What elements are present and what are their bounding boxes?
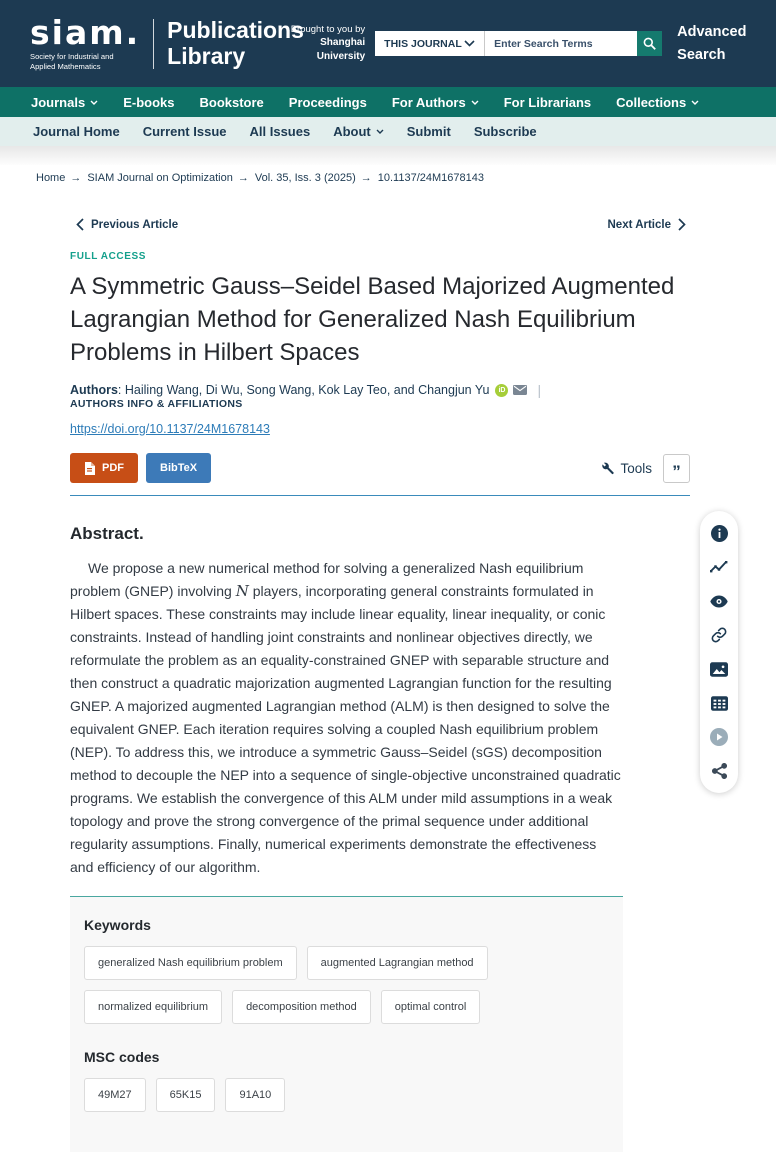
msc-code-pill[interactable]: 91A10 [225,1078,285,1112]
msc-code-pill[interactable]: 65K15 [156,1078,216,1112]
brought-to-you-by: Brought to you by Shanghai University [290,23,366,62]
msc-code-pill[interactable]: 49M27 [84,1078,146,1112]
primary-nav-item[interactable]: E-books [123,94,175,110]
access-badge: FULL ACCESS [70,251,147,262]
primary-nav [0,87,776,117]
journal-nav-item[interactable]: All Issues [249,124,311,139]
primary-nav-item[interactable]: Collections [616,95,699,110]
tables-icon[interactable] [710,694,728,712]
share-icon[interactable] [710,762,728,780]
wrench-icon [600,461,615,476]
breadcrumb-item[interactable]: Vol. 35, Iss. 3 (2025) [254,172,356,184]
figures-icon[interactable] [710,660,728,678]
abstract-text: We propose a new numerical method for solving a generalized Nash equilibrium problem (GNEP) involving N players, incorporating general constraints formulated in Hilbert spaces. These constraints may include linear equality, linear inequality, or conic constraints. Instead of handling joint constraints and nonlinear objectives directly, we reformulate the problem as an equality-constrained GNEP with separable structure and then construct a quadratic majorization augmented Lagrangian function for the resulting GNEP. A majorized augmented Lagrangian method (ALM) is then designed to solve the equivalent GNEP. Each iteration requires solving a coupled Nash equilibrium problem (NEP). To address this, we introduce a symmetric Gauss–Seidel (sGS) decomposition method to decouple the NEP into a sequence of single-objective unconstrained quadratic programs. We establish the convergence of this ALM under mild assumptions in a weak topology and prove the strong convergence of the primal sequence under additional regularity assumptions. Finally, numerical experiments demonstrate the effectiveness and efficiency of our algorithm. [70,560,621,875]
chevron-down-icon [471,100,479,105]
journal-nav-item[interactable]: Subscribe [473,124,537,139]
site-header [0,0,776,87]
next-article-link[interactable]: Next Article [608,218,687,231]
search-bar [375,31,662,56]
email-icon[interactable] [513,385,527,395]
math-variable: N [235,582,249,600]
journal-nav-item[interactable]: About [333,124,384,139]
chevron-down-icon [464,40,475,47]
primary-nav-item[interactable]: Proceedings [288,94,367,110]
authors-info-link[interactable]: AUTHORS INFO & AFFILIATIONS [70,398,243,410]
journal-nav-item[interactable]: Journal Home [33,124,120,139]
msc-section [84,1049,609,1112]
breadcrumb-item[interactable]: 10.1137/24M1678143 [377,172,484,184]
keywords-heading: Keywords [84,917,151,933]
pdf-file-icon [84,462,95,475]
article-content [70,251,690,1152]
breadcrumb-separator-icon: → [237,172,249,184]
author-names: Hailing Wang, Di Wu, Song Wang, Kok Lay Teo, and Changjun Yu [124,383,490,397]
media-icon[interactable] [710,728,728,746]
siam-logo[interactable] [30,13,141,71]
header-shadow-band [0,146,776,165]
logo-divider [153,19,154,69]
search-input[interactable] [485,31,637,56]
action-button-row [70,453,690,483]
floating-side-toolbar [700,511,738,793]
authors-label: Authors [70,383,118,397]
search-icon [643,37,656,50]
journal-nav-item[interactable]: Current Issue [142,124,227,139]
keyword-pill[interactable]: optimal control [381,990,481,1024]
search-scope-label: THIS JOURNAL [384,37,462,50]
journal-nav [0,117,776,146]
link-icon[interactable] [710,626,728,644]
primary-nav-item[interactable]: Bookstore [199,94,264,110]
breadcrumb-item[interactable]: SIAM Journal on Optimization [87,172,233,184]
bibtex-button[interactable]: BibTeX [146,453,211,483]
breadcrumb-separator-icon: → [360,172,372,184]
orcid-icon[interactable]: iD [495,384,508,397]
cite-button[interactable]: ” [663,454,690,483]
breadcrumb [36,172,776,184]
section-divider [70,495,690,496]
search-button[interactable] [637,31,662,56]
keyword-pill[interactable]: normalized equilibrium [84,990,222,1024]
authors-divider: | [537,382,542,398]
primary-nav-item[interactable]: For Librarians [503,94,592,110]
chevron-left-icon [76,218,84,231]
keywords-panel [70,897,623,1152]
keyword-pill[interactable]: decomposition method [232,990,371,1024]
keyword-pill[interactable]: augmented Lagrangian method [307,946,488,980]
keywords-list [84,946,609,1024]
search-scope-dropdown[interactable] [375,31,485,56]
doi-link[interactable]: https://doi.org/10.1137/24M1678143 [70,422,270,436]
chevron-right-icon [678,218,686,231]
previous-article-link[interactable]: Previous Article [76,218,178,231]
preview-icon[interactable] [710,592,728,610]
tools-button[interactable]: Tools [600,461,652,476]
primary-nav-item[interactable]: Journals [31,95,98,110]
siam-logo-word: siam. [30,13,141,53]
breadcrumb-separator-icon: → [70,172,82,184]
pdf-button[interactable]: PDF [70,453,138,483]
authors-row: Authors : Hailing Wang, Di Wu, Song Wang, Kok Lay Teo, and Changjun Yu iD | AUTHORS INFO & AFFILIATIONS [70,382,542,410]
metrics-icon[interactable] [710,558,728,576]
journal-nav-item[interactable]: Submit [406,124,451,139]
publications-library-logo[interactable]: Publications Library [167,17,304,69]
breadcrumb-item[interactable]: Home [36,172,66,184]
article-pager [76,218,686,231]
advanced-search-link[interactable]: Advanced Search [677,24,747,63]
info-icon[interactable] [710,524,728,542]
msc-list [84,1078,609,1112]
keyword-pill[interactable]: generalized Nash equilibrium problem [84,946,297,980]
article-title: A Symmetric Gauss–Seidel Based Majorized Augmented Lagrangian Method for Generalized Nash Equilibrium Problems in Hilbert Spaces [70,273,675,366]
chevron-down-icon [90,100,98,105]
msc-heading: MSC codes [84,1049,160,1065]
chevron-down-icon [691,100,699,105]
chevron-down-icon [376,129,384,134]
abstract-heading: Abstract. [70,524,144,543]
siam-logo-tagline: Society for Industrial and Applied Mathematics [30,52,114,71]
primary-nav-item[interactable]: For Authors [392,95,479,110]
